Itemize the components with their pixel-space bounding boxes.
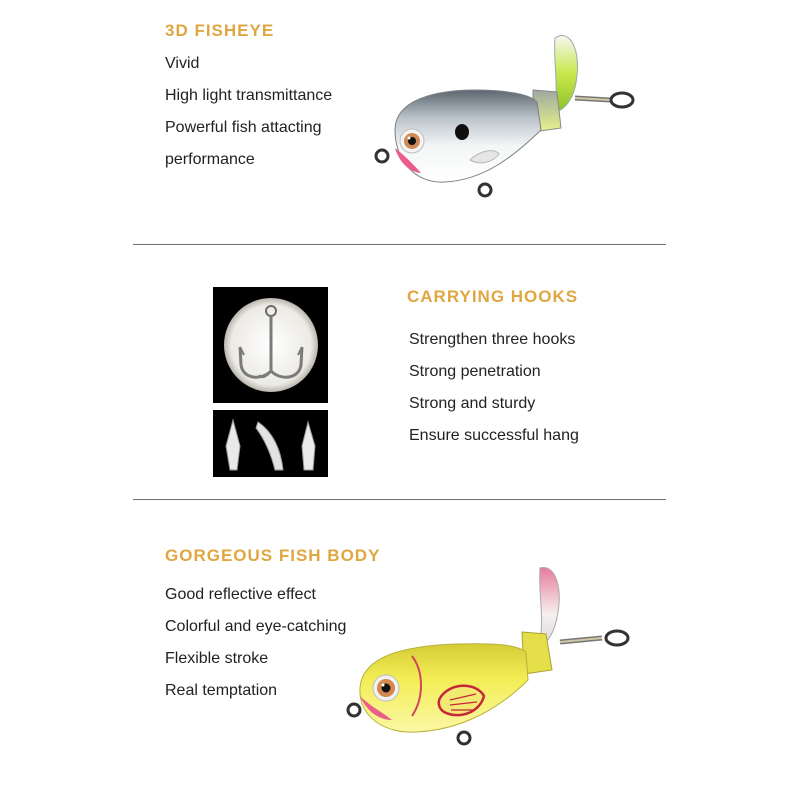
feature-item: Powerful fish attacting [165,119,322,136]
hook-points-image [213,410,328,477]
section-divider [133,499,666,500]
feature-item: Strong and sturdy [409,395,536,412]
section-divider [133,244,666,245]
feature-item: High light transmittance [165,87,333,104]
feature-item: Good reflective effect [165,586,316,603]
section-heading: CARRYING HOOKS [407,287,579,306]
feature-list [165,579,346,707]
section-heading: GORGEOUS FISH BODY [165,546,381,565]
feature-item: Strong penetration [409,363,541,380]
treble-hook-image [213,287,328,403]
feature-item: Vivid [165,55,200,72]
yellow-fish-lure-image [340,560,645,750]
feature-item: Ensure successful hang [409,427,579,444]
silver-fish-lure-image [365,20,655,205]
feature-item: Real temptation [165,682,278,699]
feature-item: Colorful and eye-catching [165,618,347,635]
feature-item: performance [165,151,255,168]
section-heading: 3D FISHEYE [165,21,275,40]
feature-list [409,324,579,452]
feature-list [165,48,332,176]
feature-item: Flexible stroke [165,650,269,667]
feature-item: Strengthen three hooks [409,331,576,348]
